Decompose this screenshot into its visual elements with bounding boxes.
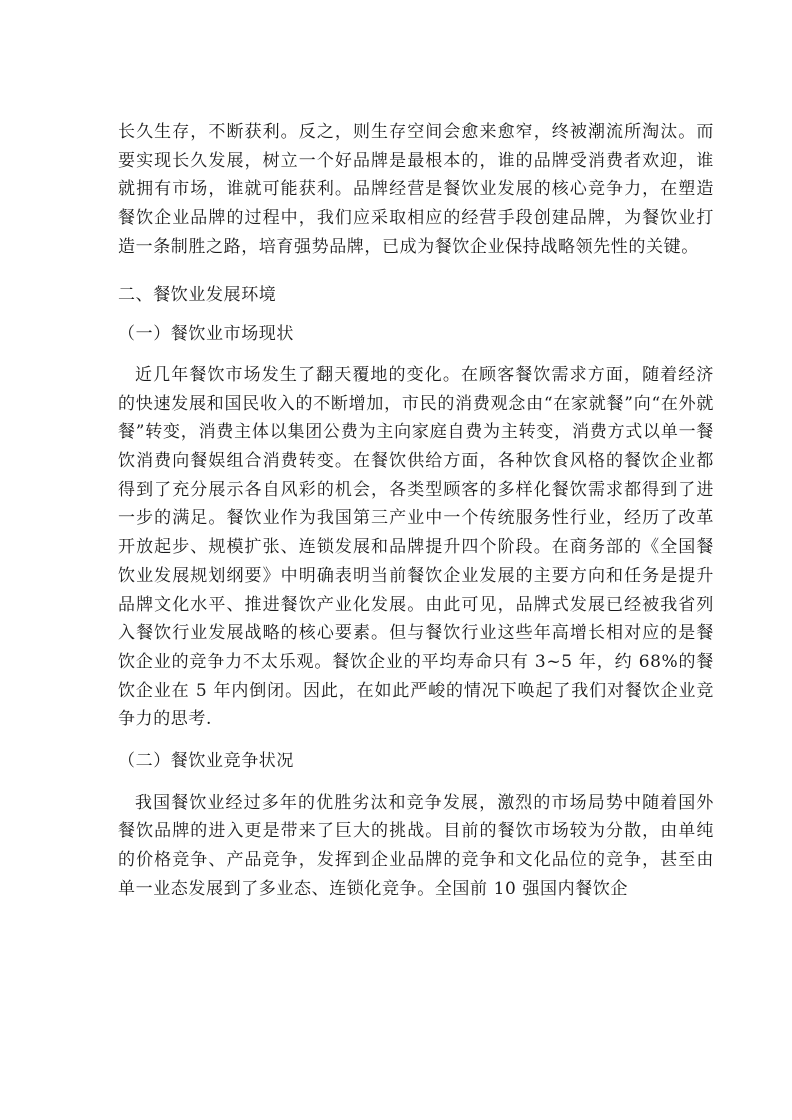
subsection-heading-competition: （二）餐饮业竞争状况 (118, 751, 294, 772)
paragraph-market-status: 近几年餐饮市场发生了翻天覆地的变化。在顾客餐饮需求方面，随着经济的快速发展和国民收入的不断增加，市民的消费观念由“在家就餐”向“在外就餐”转变，消费主体以集团公费为主向家庭自费为主转变，消费方式以单一餐饮消费向餐娱组合消费转变。在餐饮供给方面，各种饮食风格的餐饮企业都得到了充分展示各自风彩的机会，各类型顾客的多样化餐饮需求都得到了进一步的满足。餐饮业作为我国第三产业中一个传统服务性行业，经历了改革开放起步、规模扩张、连锁发展和品牌提升四个阶段。在商务部的《全国餐饮业发展规划纲要》中明确表明当前餐饮企业发展的主要方向和任务是提升品牌文化水平、推进餐饮产业化发展。由此可见，品牌式发展已经被我省列入餐饮行业发展战略的核心要素。但与餐饮行业这些年高增长相对应的是餐饮企业的竞争力不太乐观。餐饮企业的平均寿命只有 3~5 年，约 68%的餐饮企业在 5 年内倒闭。因此，在如此严峻的情况下唤起了我们对餐饮企业竞争力的思考. (118, 364, 714, 730)
paragraph-competition: 我国餐饮业经过多年的优胜劣汰和竞争发展，激烈的市场局势中随着国外餐饮品牌的进入更是带来了巨大的挑战。目前的餐饮市场较为分散，由单纯的价格竞争、产品竞争，发挥到企业品牌的竞争和文化品位的竞争，甚至由单一业态发展到了多业态、连锁化竞争。全国前 10 强国内餐饮企 (118, 792, 714, 899)
document-body (118, 118, 714, 904)
section-heading-environment: 二、餐饮业发展环境 (118, 284, 277, 305)
spacer (118, 776, 714, 789)
spacer (118, 349, 714, 361)
spacer (118, 262, 714, 281)
subsection-heading-market-status: （一）餐饮业市场现状 (118, 324, 294, 345)
spacer (118, 309, 714, 320)
spacer (118, 734, 714, 747)
paragraph-brand-importance: 长久生存，不断获利。反之，则生存空间会愈来愈窄，终被潮流所淘汰。而要实现长久发展，树立一个好品牌是最根本的，谁的品牌受消费者欢迎，谁就拥有市场，谁就可能获利。品牌经营是餐饮业发展的核心竞争力，在塑造餐饮企业品牌的过程中，我们应采取相应的经营手段创建品牌，为餐饮业打造一条制胜之路，培育强势品牌，已成为餐饮企业保持战略领先性的关键。 (118, 122, 714, 257)
